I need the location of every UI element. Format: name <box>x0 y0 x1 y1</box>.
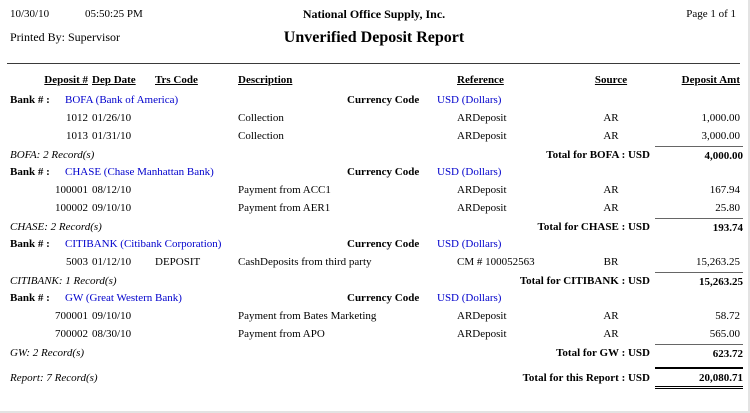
source: AR <box>603 310 619 322</box>
deposit-amount: 1,000.00 <box>701 112 740 124</box>
deposit-number: 100001 <box>55 184 88 196</box>
dep-date: 09/10/10 <box>92 202 132 214</box>
deposit-number: 700002 <box>55 328 88 340</box>
report-title-row <box>0 31 748 47</box>
bank-number-label: Bank # : <box>10 94 50 106</box>
bank-number-label: Bank # : <box>10 166 50 178</box>
deposit-number: 1012 <box>66 112 88 124</box>
trs-code: DEPOSIT <box>155 256 201 268</box>
page-number: Page 1 of 1 <box>686 8 736 20</box>
col-trs-code: Trs Code <box>155 74 198 86</box>
deposit-number: 1013 <box>66 130 88 142</box>
header-divider <box>7 63 740 64</box>
company-name: National Office Supply, Inc. <box>302 7 446 21</box>
deposit-row <box>0 202 748 218</box>
deposit-amount: 25.80 <box>715 202 740 214</box>
report-total-label: Total for this Report : USD <box>522 372 650 384</box>
dep-date: 01/26/10 <box>92 112 132 124</box>
group-total-label: Total for BOFA : USD <box>546 149 650 161</box>
reference: ARDeposit <box>457 328 507 340</box>
group-record-count: CHASE: 2 Record(s) <box>10 221 102 233</box>
group-total-label: Total for GW : USD <box>556 347 650 359</box>
report-record-count: Report: 7 Record(s) <box>10 372 98 384</box>
reference: CM # 100052563 <box>457 256 535 268</box>
page-title: Unverified Deposit Report <box>283 29 465 46</box>
group-total-amount: 15,263.25 <box>655 272 743 289</box>
bank-link[interactable]: GW (Great Western Bank) <box>65 292 182 304</box>
reference: ARDeposit <box>457 130 507 142</box>
currency-link[interactable]: USD (Dollars) <box>437 94 502 106</box>
col-description: Description <box>238 74 293 86</box>
description: Payment from Bates Marketing <box>238 310 377 322</box>
reference: ARDeposit <box>457 112 507 124</box>
group-total-amount: 193.74 <box>655 218 743 235</box>
description: Payment from ACC1 <box>238 184 331 196</box>
deposit-row <box>0 256 748 272</box>
dep-date: 01/31/10 <box>92 130 132 142</box>
group-total-label: Total for CHASE : USD <box>537 221 650 233</box>
print-date: 10/30/10 <box>10 8 50 20</box>
group-total-label: Total for CITIBANK : USD <box>519 275 650 287</box>
currency-code-label: Currency Code <box>347 166 420 178</box>
deposit-amount: 3,000.00 <box>701 130 740 142</box>
bank-link[interactable]: BOFA (Bank of America) <box>65 94 179 106</box>
description: Payment from AER1 <box>238 202 331 214</box>
reference: ARDeposit <box>457 184 507 196</box>
group-total-row <box>0 272 748 288</box>
group-total-row <box>0 218 748 234</box>
group-total-amount: 623.72 <box>655 344 743 361</box>
report-total-row <box>0 367 748 383</box>
deposit-row <box>0 328 748 344</box>
source: AR <box>603 202 619 214</box>
group-record-count: BOFA: 2 Record(s) <box>10 149 95 161</box>
description: Collection <box>238 130 284 142</box>
description: CashDeposits from third party <box>238 256 372 268</box>
printed-by: Printed By: Supervisor <box>10 30 120 44</box>
bank-header-row <box>0 238 748 254</box>
deposit-number: 700001 <box>55 310 88 322</box>
group-total-row <box>0 344 748 360</box>
deposit-amount: 565.00 <box>709 328 740 340</box>
currency-code-label: Currency Code <box>347 238 420 250</box>
page-header-row <box>0 8 748 24</box>
deposit-number: 5003 <box>66 256 88 268</box>
reference: ARDeposit <box>457 310 507 322</box>
source: BR <box>603 256 619 268</box>
source: AR <box>603 184 619 196</box>
print-time: 05:50:25 PM <box>85 8 143 20</box>
group-total-amount: 4,000.00 <box>655 146 743 163</box>
deposit-number: 100002 <box>55 202 88 214</box>
group-record-count: GW: 2 Record(s) <box>10 347 85 359</box>
bank-header-row <box>0 166 748 182</box>
deposit-row <box>0 310 748 326</box>
deposit-amount: 15,263.25 <box>696 256 740 268</box>
dep-date: 01/12/10 <box>92 256 132 268</box>
currency-code-label: Currency Code <box>347 292 420 304</box>
dep-date: 08/12/10 <box>92 184 132 196</box>
deposit-row <box>0 184 748 200</box>
dep-date: 09/10/10 <box>92 310 132 322</box>
bank-header-row <box>0 292 748 308</box>
currency-code-label: Currency Code <box>347 94 420 106</box>
description: Payment from APO <box>238 328 325 340</box>
bank-header-row <box>0 94 748 110</box>
col-source: Source <box>594 74 628 86</box>
col-dep-date: Dep Date <box>92 74 136 86</box>
col-deposit-number: Deposit # <box>44 74 88 86</box>
source: AR <box>603 328 619 340</box>
bank-number-label: Bank # : <box>10 292 50 304</box>
deposit-amount: 58.72 <box>715 310 740 322</box>
deposit-row <box>0 112 748 128</box>
dep-date: 08/30/10 <box>92 328 132 340</box>
col-deposit-amt: Deposit Amt <box>681 74 740 86</box>
deposit-amount: 167.94 <box>709 184 740 196</box>
reference: ARDeposit <box>457 202 507 214</box>
description: Collection <box>238 112 284 124</box>
currency-link[interactable]: USD (Dollars) <box>437 292 502 304</box>
group-total-row <box>0 146 748 162</box>
currency-link[interactable]: USD (Dollars) <box>437 166 502 178</box>
currency-link[interactable]: USD (Dollars) <box>437 238 502 250</box>
report-total-amount: 20,080.71 <box>655 367 743 389</box>
source: AR <box>603 130 619 142</box>
bank-link[interactable]: CHASE (Chase Manhattan Bank) <box>65 166 214 178</box>
deposit-row <box>0 130 748 146</box>
column-header-row <box>0 74 748 90</box>
group-record-count: CITIBANK: 1 Record(s) <box>10 275 117 287</box>
col-reference: Reference <box>457 74 504 86</box>
bank-number-label: Bank # : <box>10 238 50 250</box>
bank-link[interactable]: CITIBANK (Citibank Corporation) <box>65 238 222 250</box>
source: AR <box>603 112 619 124</box>
